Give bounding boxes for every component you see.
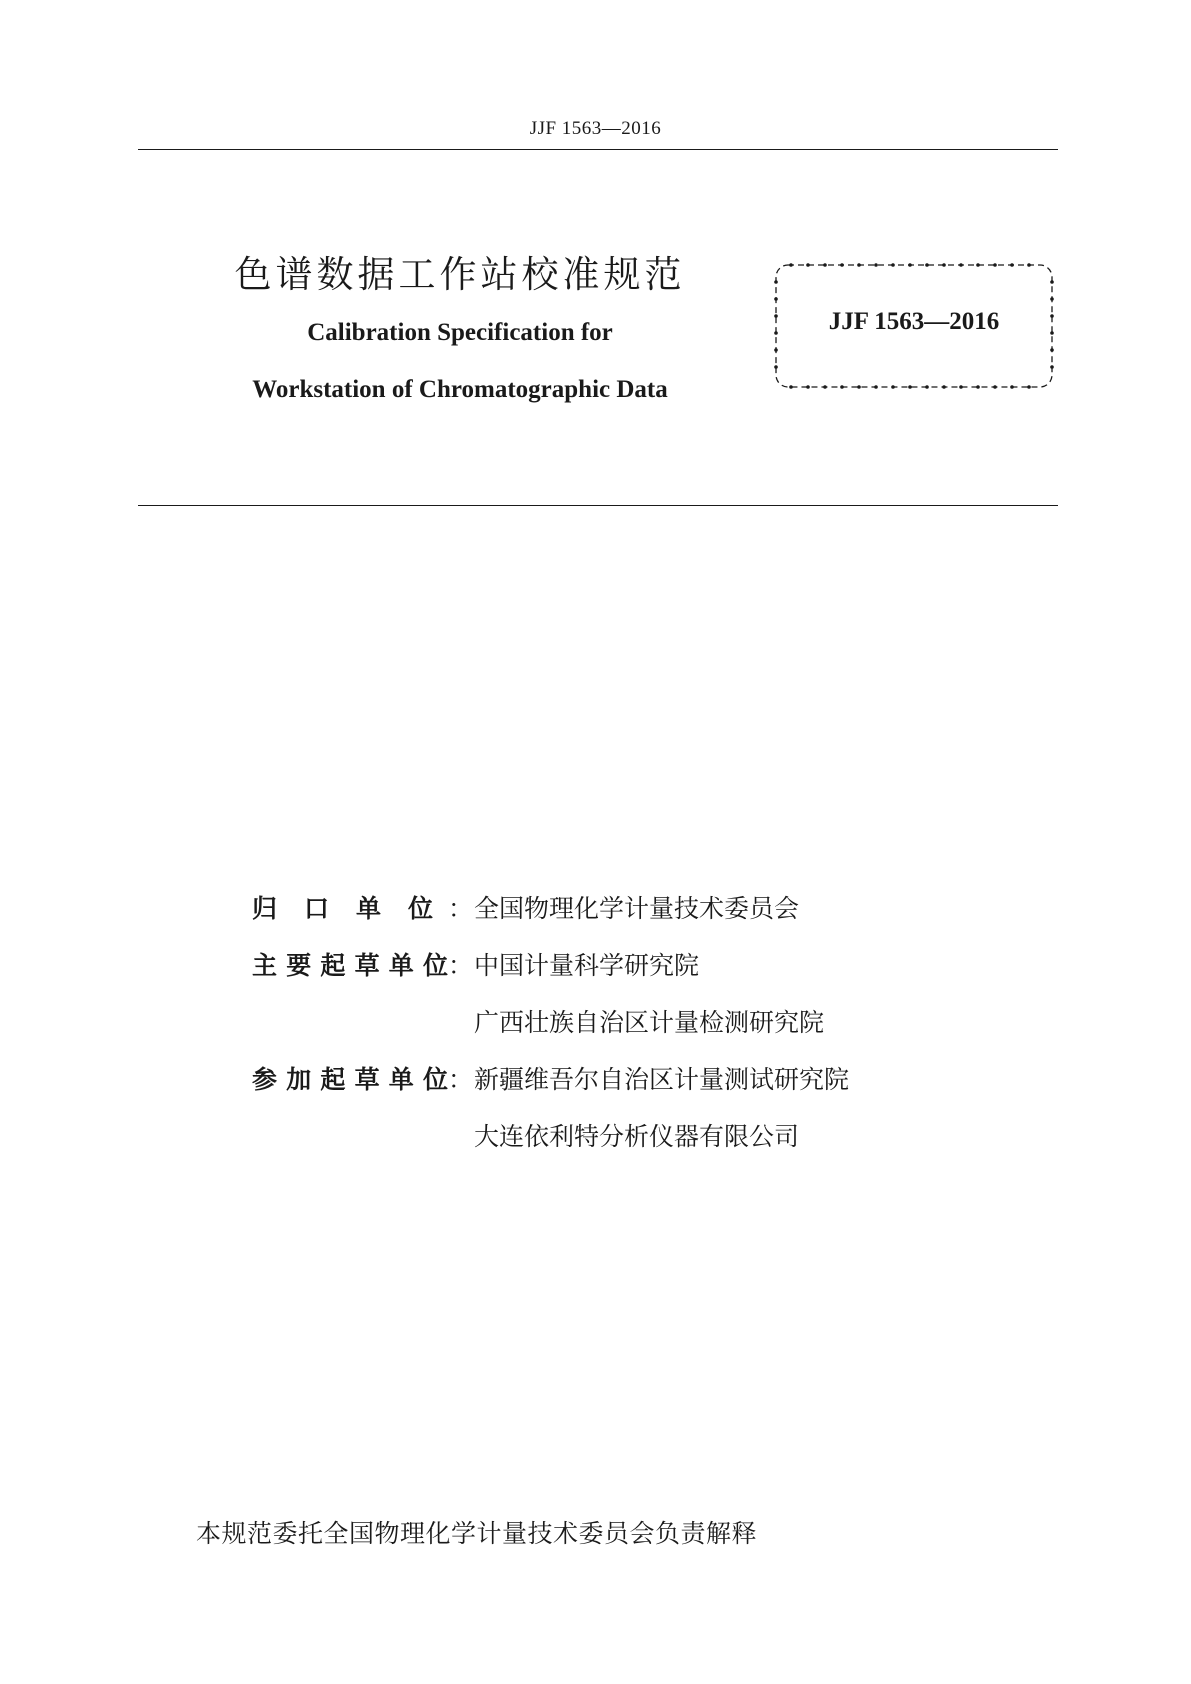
title-divider [138, 505, 1058, 506]
org-row-participating-cont [252, 1108, 952, 1165]
org-value-main-drafter-2: 广西壮族自治区计量检测研究院 [474, 1008, 825, 1037]
title-english-line-2: Workstation of Chromatographic Data [252, 376, 668, 403]
org-value-participating-1: 新疆维吾尔自治区计量测试研究院 [474, 1065, 850, 1094]
org-colon: ： [448, 894, 474, 923]
org-value-responsible: 全国物理化学计量技术委员会 [474, 894, 800, 923]
org-value-main-drafter-1: 中国计量科学研究院 [474, 951, 700, 980]
org-label-responsible: 归 口 单 位 [252, 894, 434, 923]
standard-code-box [773, 262, 1055, 390]
org-row-responsible [252, 880, 952, 937]
org-colon: ： [448, 951, 474, 980]
interpretation-note: 本规范委托全国物理化学计量技术委员会负责解释 [196, 1519, 758, 1548]
header-divider [138, 149, 1058, 150]
title-chinese: 色谱数据工作站校准规范 [234, 253, 686, 296]
standard-code-box-label: JJF 1563—2016 [828, 308, 1000, 335]
org-row-participating [252, 1051, 952, 1108]
header-standard-code: JJF 1563—2016 [529, 118, 662, 139]
org-value-participating-2: 大连依利特分析仪器有限公司 [474, 1122, 800, 1151]
org-row-main-drafter [252, 937, 952, 994]
org-row-main-drafter-cont [252, 994, 952, 1051]
org-label-main-drafter: 主要起草单位 [252, 951, 448, 980]
org-label-participating: 参加起草单位 [252, 1065, 448, 1094]
org-colon: ： [448, 1065, 474, 1094]
title-english-line-1: Calibration Specification for [307, 319, 613, 346]
drafting-organizations [252, 880, 952, 1165]
